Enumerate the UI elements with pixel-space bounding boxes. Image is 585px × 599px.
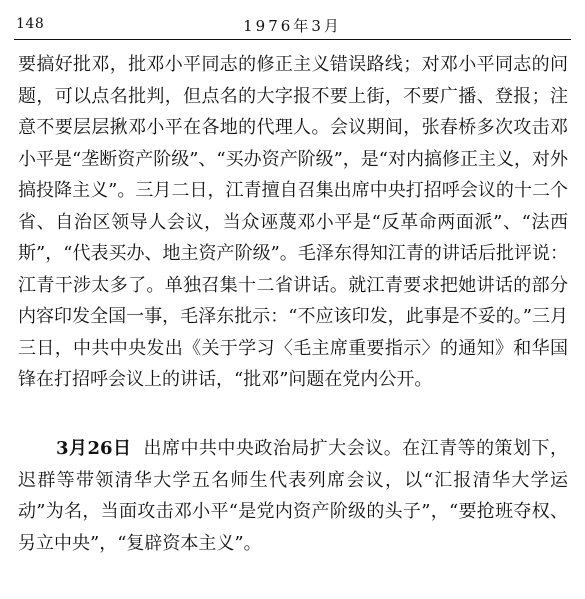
paragraph-entry: [18, 433, 568, 559]
page-number: 148: [16, 16, 45, 32]
header-rule: [14, 39, 571, 40]
page-header: [14, 14, 571, 36]
paragraph-continued: 要搞好批邓，批邓小平同志的修正主义错误路线；对邓小平同志的问题，可以点名批判，但点名的大字报不要上街，不要广播、登报；注意不要层层揪邓小平在各地的代理人。会议期间，张春桥多次攻击邓小平是“垄断资产阶级”、“买办资产阶级”，是“对内搞修正主义，对外搞投降主义”。三月二日，江青擅自召集出席中央打招呼会议的十二个省、自治区领导人会议，当众诬蔑邓小平是“反革命两面派”、“法西斯”，“代表买办、地主资产阶级”。毛泽东得知江青的讲话后批评说：江青干涉太多了。单独召集十二省讲话。就江青要求把她讲话的部分内容印发全国一事，毛泽东批示：“不应该印发，此事是不妥的。”三月三日，中共中央发出《关于学习〈毛主席重要指示〉的通知》和华国锋在打招呼会议上的讲话，“批邓”问题在党内公开。: [18, 54, 569, 390]
entry-text: 出席中共中央政治局扩大会议。在江青等的策划下，迟群等带领清华大学五名师生代表列席会议，以“汇报清华大学运动”为名，当面攻击邓小平“是党内资产阶级的头子”，“要抢班夺权、另立中央”，“复辟资本主义”。: [18, 438, 568, 554]
entry-date: 3月26日: [56, 438, 132, 459]
running-head: 1976年3月: [243, 17, 342, 35]
